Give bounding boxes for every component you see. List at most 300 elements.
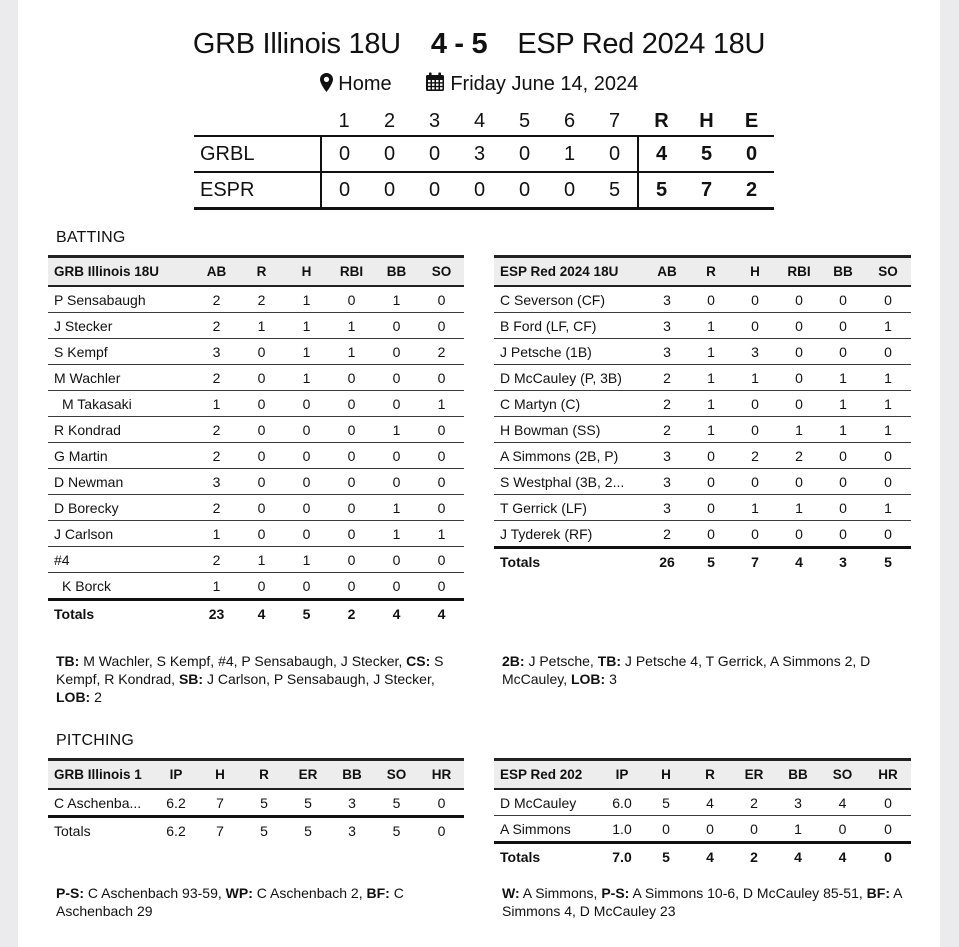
stat-value: 3 [645,469,689,495]
note-label: LOB: [56,689,91,705]
stat-value: 3 [645,495,689,521]
batting-column-header: RBI [329,257,374,287]
batter-row [494,417,911,443]
runs-total: 4 [638,136,684,172]
stat-value: 0 [733,469,777,495]
stat-value: 0 [284,469,329,495]
batting-column-header: AB [194,257,239,287]
inning-score: 0 [502,136,547,172]
totals-value: 5 [644,843,688,870]
box-score-sheet [18,0,940,947]
stat-value: 0 [374,365,419,391]
stat-value: 0 [239,339,284,365]
pitching-column-header: SO [374,760,419,790]
note-text: S Kempf, R Kondrad, [56,653,444,687]
batter-row [48,286,464,313]
stat-value: 0 [329,495,374,521]
stat-value: 3 [645,286,689,313]
player-name: C Martyn (C) [494,391,645,417]
stat-value: 0 [821,495,865,521]
totals-label: Totals [494,548,645,575]
stat-value: 0 [777,391,821,417]
batting-team-header: ESP Red 2024 18U [494,257,645,287]
pitching-column-header: IP [600,760,644,790]
stat-value: 0 [239,521,284,547]
stat-value: 0 [733,286,777,313]
totals-label: Totals [494,843,600,870]
errors-header: E [729,107,774,136]
player-name: J Carlson [48,521,194,547]
player-name: C Aschenba... [48,789,154,817]
pitching-column-header: H [644,760,688,790]
inning-score: 0 [321,136,367,172]
player-name: M Wachler [48,365,194,391]
inning-header: 1 [321,107,367,136]
stat-value: 2 [777,443,821,469]
totals-value: 5 [374,817,419,844]
batting-column-header: SO [865,257,911,287]
inning-score: 0 [367,172,412,209]
stat-value: 5 [242,789,286,817]
batter-row [48,313,464,339]
totals-value: 5 [865,548,911,575]
stat-value: 0 [865,286,911,313]
batter-row [48,495,464,521]
stat-value: 1 [239,313,284,339]
stat-value: 0 [419,443,464,469]
stat-value: 0 [284,443,329,469]
stat-value: 0 [777,339,821,365]
batter-row [494,391,911,417]
stat-value: 1 [374,521,419,547]
player-name: D Borecky [48,495,194,521]
stat-value: 1 [776,816,820,843]
stat-value: 0 [733,521,777,548]
inning-score: 0 [367,136,412,172]
totals-value: 4 [776,843,820,870]
batting-table-away [48,255,464,626]
hits-total: 5 [684,136,729,172]
stat-value: 1 [374,286,419,313]
stat-value: 1 [777,417,821,443]
stat-value: 0 [689,469,733,495]
stat-value: 1 [865,391,911,417]
note-label: 2B: [502,653,525,669]
totals-value: 4 [419,600,464,627]
stat-value: 0 [777,521,821,548]
stat-value: 0 [374,469,419,495]
stat-value: 4 [688,789,732,816]
note-text: A Simmons, [519,885,602,901]
stat-value: 0 [329,391,374,417]
batter-row [48,547,464,573]
batter-row [494,521,911,548]
stat-value: 0 [865,443,911,469]
totals-value: 6.2 [154,817,198,844]
player-name: S Kempf [48,339,194,365]
pitcher-row [48,789,464,817]
note-label: LOB: [570,671,606,687]
pitching-notes-away [56,884,466,920]
totals-row [48,600,464,627]
stat-value: 1 [733,365,777,391]
stat-value: 1 [419,521,464,547]
stat-value: 0 [374,573,419,600]
note-text: 2 [90,689,102,705]
batter-row [494,443,911,469]
stat-value: 0 [284,391,329,417]
stat-value: 0 [777,313,821,339]
batting-column-header: SO [419,257,464,287]
batting-column-header: R [689,257,733,287]
note-text: J Petsche, [524,653,598,669]
stat-value: 5 [286,789,330,817]
errors-total: 0 [729,136,774,172]
pitching-column-header: BB [776,760,820,790]
stat-value: 0 [419,469,464,495]
stat-value: 1 [329,339,374,365]
stat-value: 0 [777,469,821,495]
stat-value: 1 [194,573,239,600]
stat-value: 0 [820,816,865,843]
totals-value: 3 [330,817,374,844]
stat-value: 0 [374,547,419,573]
stat-value: 6.0 [600,789,644,816]
stat-value: 0 [284,417,329,443]
stat-value: 0 [239,469,284,495]
inning-header: 6 [547,107,592,136]
batting-column-header: AB [645,257,689,287]
player-name: H Bowman (SS) [494,417,645,443]
totals-value: 4 [239,600,284,627]
stat-value: 1 [865,495,911,521]
stat-value: 0 [374,313,419,339]
runs-total: 5 [638,172,684,209]
note-text: 3 [605,671,617,687]
batter-row [48,365,464,391]
game-title [18,28,940,61]
player-name: #4 [48,547,194,573]
player-name: D Newman [48,469,194,495]
note-label: P-S: [601,885,630,901]
inning-header: 4 [457,107,502,136]
pitching-column-header: H [198,760,242,790]
stat-value: 0 [419,573,464,600]
stat-value: 5 [644,789,688,816]
inning-score: 0 [321,172,367,209]
note-text: M Wachler, S Kempf, #4, P Sensabaugh, J Stecker, [79,653,407,669]
runs-header: R [638,107,684,136]
pitching-team-header: ESP Red 202 [494,760,600,790]
totals-value: 5 [286,817,330,844]
stat-value: 1 [821,417,865,443]
game-location: Home [338,73,392,95]
stat-value: 0 [284,521,329,547]
linescore-row-home [194,172,774,209]
stat-value: 3 [645,313,689,339]
player-name: D McCauley [494,789,600,816]
player-name: P Sensabaugh [48,286,194,313]
player-name: D McCauley (P, 3B) [494,365,645,391]
stat-value: 0 [419,417,464,443]
player-name: A Simmons (2B, P) [494,443,645,469]
linescore-table [194,107,774,210]
totals-value: 4 [374,600,419,627]
note-label: BF: [866,885,890,901]
stat-value: 2 [194,443,239,469]
pitching-column-header: HR [419,760,464,790]
note-text: J Carlson, P Sensabaugh, J Stecker, [203,671,435,687]
stat-value: 0 [329,521,374,547]
stat-value: 0 [284,573,329,600]
stat-value: 1 [194,521,239,547]
stat-value: 0 [821,521,865,548]
stat-value: 2 [732,789,776,816]
batting-header-row [48,257,464,287]
player-name: M Takasaki [48,391,194,417]
stat-value: 2 [645,391,689,417]
player-name: B Ford (LF, CF) [494,313,645,339]
note-label: W: [502,885,520,901]
note-label: CS: [406,653,431,669]
stat-value: 3 [733,339,777,365]
batting-team-header: GRB Illinois 18U [48,257,194,287]
totals-row [494,548,911,575]
totals-value: 3 [821,548,865,575]
inning-score: 0 [547,172,592,209]
batter-row [48,339,464,365]
totals-value: 0 [419,817,464,844]
totals-value: 4 [688,843,732,870]
stat-value: 0 [821,469,865,495]
batter-row [494,339,911,365]
batter-row [494,495,911,521]
stat-value: 0 [733,313,777,339]
stat-value: 0 [821,313,865,339]
stat-value: 0 [419,789,464,817]
stat-value: 0 [689,286,733,313]
totals-value: 7 [733,548,777,575]
batting-notes-away [56,652,466,706]
stat-value: 2 [194,365,239,391]
stat-value: 0 [284,495,329,521]
note-text: A Simmons 10-6, D McCauley 85-51, [629,885,867,901]
batting-column-header: H [284,257,329,287]
note-text: C Aschenbach 2, [252,885,367,901]
stat-value: 3 [194,339,239,365]
pitching-table-away [48,758,464,843]
stat-value: 0 [374,443,419,469]
stat-value: 1 [284,547,329,573]
note-label: TB: [597,653,622,669]
pitching-column-header: R [242,760,286,790]
pitching-column-header: BB [330,760,374,790]
stat-value: 0 [239,443,284,469]
stat-value: 1 [865,365,911,391]
game-date: Friday June 14, 2024 [450,73,639,95]
batter-row [494,286,911,313]
stat-value: 0 [329,573,374,600]
inning-header: 2 [367,107,412,136]
stat-value: 0 [329,443,374,469]
stat-value: 0 [821,286,865,313]
stat-value: 3 [330,789,374,817]
inning-score: 0 [412,172,457,209]
stat-value: 1 [329,313,374,339]
player-name: J Tyderek (RF) [494,521,645,548]
stat-value: 2 [733,443,777,469]
stat-value: 0 [865,816,911,843]
stat-value: 2 [645,521,689,548]
stat-value: 0 [419,313,464,339]
stat-value: 0 [732,816,776,843]
stat-value: 1 [419,391,464,417]
stat-value: 0 [777,286,821,313]
pitching-column-header: R [688,760,732,790]
stat-value: 1 [689,391,733,417]
player-name: S Westphal (3B, 2... [494,469,645,495]
map-pin-icon [320,73,333,98]
inning-score: 5 [592,172,638,209]
note-text: C Aschenbach 29 [56,885,404,919]
totals-row [494,843,911,870]
batting-table-home [494,255,911,574]
totals-value: 0 [865,843,911,870]
stat-value: 5 [374,789,419,817]
stat-value: 0 [733,417,777,443]
linescore-team: ESPR [194,172,321,209]
stat-value: 2 [645,365,689,391]
stat-value: 3 [645,443,689,469]
totals-value: 5 [242,817,286,844]
stat-value: 4 [820,789,865,816]
inning-score: 0 [502,172,547,209]
stat-value: 1 [689,339,733,365]
errors-total: 2 [729,172,774,209]
stat-value: 1 [821,365,865,391]
away-team-name: GRB Illinois 18U [192,28,401,60]
stat-value: 0 [329,417,374,443]
totals-value: 23 [194,600,239,627]
note-label: P-S: [56,885,84,901]
pitcher-row [494,789,911,816]
stat-value: 2 [194,495,239,521]
batting-section-title: BATTING [56,229,126,246]
stat-value: 7 [198,789,242,817]
stat-value: 1 [374,495,419,521]
stat-value: 2 [194,417,239,443]
stat-value: 2 [194,547,239,573]
stat-value: 0 [688,816,732,843]
stat-value: 1 [194,391,239,417]
note-text: A Simmons 4, D McCauley 23 [502,885,902,919]
stat-value: 0 [239,365,284,391]
batting-column-header: RBI [777,257,821,287]
batter-row [48,443,464,469]
stat-value: 1 [689,365,733,391]
stat-value: 0 [419,365,464,391]
batting-column-header: BB [821,257,865,287]
hits-total: 7 [684,172,729,209]
pitching-section-title: PITCHING [56,732,135,749]
stat-value: 3 [776,789,820,816]
stat-value: 1 [284,339,329,365]
calendar-icon [425,72,445,98]
batter-row [48,417,464,443]
stat-value: 0 [374,339,419,365]
inning-header: 3 [412,107,457,136]
totals-value: 5 [284,600,329,627]
batter-row [48,573,464,600]
inning-header: 5 [502,107,547,136]
stat-value: 0 [239,417,284,443]
stat-value: 0 [865,339,911,365]
stat-value: 0 [419,286,464,313]
stat-value: 0 [865,789,911,816]
totals-value: 2 [329,600,374,627]
batter-row [494,469,911,495]
stat-value: 2 [194,313,239,339]
inning-score: 3 [457,136,502,172]
note-label: SB: [178,671,204,687]
stat-value: 0 [777,365,821,391]
hits-header: H [684,107,729,136]
stat-value: 0 [329,469,374,495]
stat-value: 1 [689,313,733,339]
batter-row [48,391,464,417]
stat-value: 0 [865,521,911,548]
totals-value: 7 [198,817,242,844]
player-name: R Kondrad [48,417,194,443]
batter-row [48,469,464,495]
stat-value: 0 [821,339,865,365]
totals-value: 7.0 [600,843,644,870]
stat-value: 0 [419,495,464,521]
stat-value: 0 [239,495,284,521]
stat-value: 1 [865,417,911,443]
pitching-notes-home [502,884,907,920]
inning-header: 7 [592,107,638,136]
pitching-column-header: SO [820,760,865,790]
batting-column-header: BB [374,257,419,287]
stat-value: 0 [733,391,777,417]
stat-value: 2 [239,286,284,313]
pitching-header-row [494,760,911,790]
batting-column-header: H [733,257,777,287]
stat-value: 0 [239,573,284,600]
inning-score: 0 [412,136,457,172]
player-name: J Petsche (1B) [494,339,645,365]
pitching-column-header: ER [732,760,776,790]
linescore-row-away [194,136,774,172]
stat-value: 1 [284,286,329,313]
stat-value: 1 [733,495,777,521]
player-name: J Stecker [48,313,194,339]
pitching-header-row [48,760,464,790]
note-label: WP: [225,885,253,901]
note-label: BF: [366,885,390,901]
stat-value: 1 [284,313,329,339]
totals-label: Totals [48,600,194,627]
player-name: G Martin [48,443,194,469]
batter-row [48,521,464,547]
pitching-team-header: GRB Illinois 1 [48,760,154,790]
stat-value: 0 [329,286,374,313]
stat-value: 1 [284,365,329,391]
stat-value: 0 [239,391,284,417]
game-info [18,72,940,98]
player-name: T Gerrick (LF) [494,495,645,521]
